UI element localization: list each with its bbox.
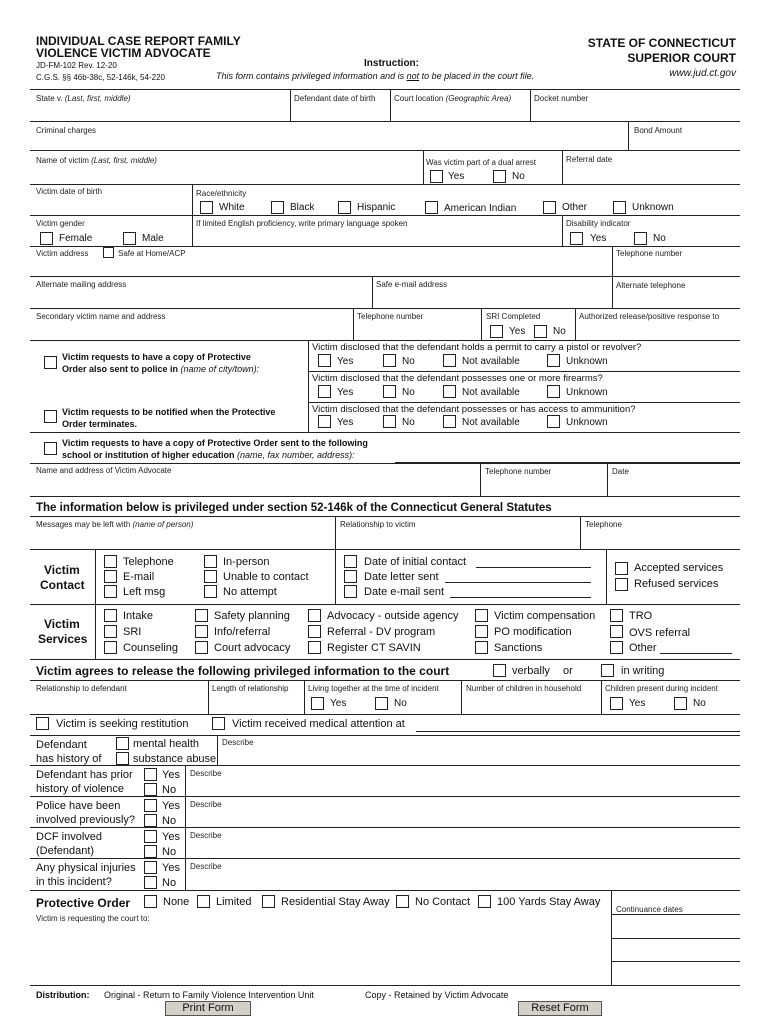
children-present-yes-checkbox[interactable]: [610, 697, 623, 710]
living-together-label: Living together at the time of incident: [308, 684, 439, 693]
dcf-yes-label: Yes: [162, 831, 180, 843]
race-unknown-label: Unknown: [632, 202, 674, 213]
permit-unknown-label: Unknown: [566, 356, 608, 367]
contact-unable-checkbox[interactable]: [204, 570, 217, 583]
children-present-no-label: No: [693, 698, 706, 709]
ammo-na-label: Not available: [462, 417, 520, 428]
svc-sri-label: SRI: [123, 626, 142, 638]
svc-sanctions-checkbox[interactable]: [475, 641, 488, 654]
victim-address-label: Victim address: [36, 249, 89, 258]
dcf-describe: Describe: [190, 831, 222, 840]
po-100-yards-checkbox[interactable]: [478, 895, 491, 908]
po-100-yards-label: 100 Yards Stay Away: [497, 896, 601, 908]
mental-health-label: mental health: [133, 738, 200, 750]
living-no-label: No: [394, 698, 407, 709]
victim-contact-label-1: Victim: [44, 563, 80, 577]
requesting-label: Victim is requesting the court to:: [36, 914, 150, 923]
prior-violence-no-checkbox[interactable]: [144, 783, 157, 796]
contact-no-attempt-checkbox[interactable]: [204, 585, 217, 598]
firearms-na-label: Not available: [462, 387, 520, 398]
criminal-charges-label: Criminal charges: [36, 126, 97, 135]
race-black-checkbox[interactable]: [271, 201, 284, 214]
contact-telephone-checkbox[interactable]: [104, 555, 117, 568]
initial-contact-label: Date of initial contact: [364, 556, 467, 568]
restitution-checkbox[interactable]: [36, 717, 49, 730]
dcf-label-1: DCF involved: [36, 831, 103, 843]
race-american-indian-checkbox[interactable]: [425, 201, 438, 214]
victim-telephone-label: Telephone number: [616, 249, 683, 258]
living-yes-label: Yes: [330, 698, 347, 709]
length-rel-label: Length of relationship: [212, 684, 289, 693]
prior-violence-label-2: history of violence: [36, 783, 125, 795]
victim-contact-label-2: Contact: [40, 578, 85, 592]
form-number: JD-FM-102 Rev. 12-20: [36, 61, 117, 70]
sri-yes-label: Yes: [509, 326, 526, 337]
defendant-dob-label: Defendant date of birth: [294, 94, 376, 103]
contact-in-person-checkbox[interactable]: [204, 555, 217, 568]
relationship-label: Relationship to victim: [340, 520, 416, 529]
safe-at-home-checkbox[interactable]: [103, 247, 114, 258]
release-writing-label: in writing: [621, 665, 665, 677]
docket-number-label: Docket number: [534, 94, 589, 103]
protective-order-label: Protective Order: [36, 896, 131, 910]
instruction-label: Instruction:: [364, 58, 419, 69]
disability-yes-checkbox[interactable]: [570, 232, 583, 245]
gender-male-checkbox[interactable]: [123, 232, 136, 245]
release-or-label: or: [563, 665, 573, 677]
contact-in-person-label: In-person: [223, 556, 270, 568]
refused-services-label: Refused services: [634, 578, 719, 590]
svc-tro-checkbox[interactable]: [610, 609, 623, 622]
prior-violence-yes-label: Yes: [162, 769, 180, 781]
police-no-label: No: [162, 815, 177, 827]
contact-no-attempt-label: No attempt: [223, 586, 277, 598]
instruction-text: This form contains privileged information and is not to be placed in the court file.: [216, 71, 535, 81]
police-yes-label: Yes: [162, 800, 180, 812]
dual-arrest-label: Was victim part of a dual arrest: [426, 158, 536, 167]
disability-no-label: No: [653, 233, 666, 244]
advocate-date-label: Date: [612, 467, 629, 476]
svc-intake-label: Intake: [123, 610, 153, 622]
gender-female-checkbox[interactable]: [40, 232, 53, 245]
release-verbally-checkbox[interactable]: [493, 664, 506, 677]
injuries-yes-checkbox[interactable]: [144, 861, 157, 874]
po-no-contact-checkbox[interactable]: [396, 895, 409, 908]
alternate-telephone-label: Alternate telephone: [616, 281, 686, 290]
contact-unable-label: Unable to contact: [223, 571, 309, 583]
prior-violence-label-1: Defendant has prior: [36, 769, 133, 781]
svc-intake-checkbox[interactable]: [104, 609, 117, 622]
svc-safety-planning-checkbox[interactable]: [195, 609, 208, 622]
police-no-checkbox[interactable]: [144, 814, 157, 827]
ammo-unknown-label: Unknown: [566, 417, 608, 428]
contact-email-checkbox[interactable]: [104, 570, 117, 583]
firearms-na-checkbox[interactable]: [443, 385, 456, 398]
po-residential-label: Residential Stay Away: [281, 896, 390, 908]
contact-email-label: E-mail: [123, 571, 155, 583]
website: www.jud.ct.gov: [669, 68, 736, 79]
svc-counseling-checkbox[interactable]: [104, 641, 117, 654]
po-none-checkbox[interactable]: [144, 895, 157, 908]
svc-advocacy-outside-checkbox[interactable]: [308, 609, 321, 622]
po-no-contact-label: No Contact: [415, 896, 471, 908]
firearms-unknown-label: Unknown: [566, 387, 608, 398]
firearms-no-label: No: [402, 387, 415, 398]
def-history-describe: Describe: [222, 738, 254, 747]
safe-at-home-label: Safe at Home/ACP: [118, 249, 186, 258]
victim-services-label-1: Victim: [44, 617, 80, 631]
race-white-label: White: [219, 202, 245, 213]
copy-police-line2: Order also sent to police in (name of city/town):: [62, 364, 260, 374]
notified-line2: Order terminates.: [62, 419, 138, 429]
ammo-yes-label: Yes: [337, 417, 354, 428]
po-none-label: None: [163, 896, 190, 908]
permit-unknown-checkbox[interactable]: [547, 354, 560, 367]
lep-label: If limited English proficiency, write primary language spoken: [196, 219, 408, 228]
race-american-indian-label: American Indian: [444, 203, 517, 214]
email-sent-checkbox[interactable]: [344, 585, 357, 598]
injuries-label-1: Any physical injuries: [36, 862, 136, 874]
num-children-label: Number of children in household: [466, 684, 582, 693]
release-heading: Victim agrees to release the following privileged information to the court: [36, 664, 450, 678]
injuries-yes-label: Yes: [162, 862, 180, 874]
messages-label: Messages may be left with (name of person): [36, 520, 194, 529]
ammo-na-checkbox[interactable]: [443, 415, 456, 428]
form-title-line1: INDIVIDUAL CASE REPORT FAMILY: [36, 34, 241, 48]
school-copy-checkbox[interactable]: [44, 442, 57, 455]
print-form-button[interactable]: Print Form: [165, 1001, 251, 1016]
distribution-copy: Copy - Retained by Victim Advocate: [365, 990, 509, 1000]
sri-no-checkbox[interactable]: [534, 325, 547, 338]
ammo-no-checkbox[interactable]: [383, 415, 396, 428]
referral-date-label: Referral date: [566, 155, 613, 164]
permit-yes-checkbox[interactable]: [318, 354, 331, 367]
firearms-unknown-checkbox[interactable]: [547, 385, 560, 398]
mental-health-checkbox[interactable]: [116, 737, 129, 750]
contact-left-msg-checkbox[interactable]: [104, 585, 117, 598]
police-yes-checkbox[interactable]: [144, 799, 157, 812]
statute: C.G.S. §§ 46b-38c, 52-146k, 54-220: [36, 73, 165, 82]
safe-email-label: Safe e-mail address: [376, 280, 448, 289]
children-present-no-checkbox[interactable]: [674, 697, 687, 710]
secondary-telephone-label: Telephone number: [357, 312, 424, 321]
permit-no-checkbox[interactable]: [383, 354, 396, 367]
police-involved-label-1: Police have been: [36, 800, 121, 812]
gender-male-label: Male: [142, 233, 164, 244]
svc-po-mod-checkbox[interactable]: [475, 625, 488, 638]
children-present-yes-label: Yes: [629, 698, 646, 709]
police-describe: Describe: [190, 800, 222, 809]
dual-arrest-yes-checkbox[interactable]: [430, 170, 443, 183]
ammo-unknown-checkbox[interactable]: [547, 415, 560, 428]
distribution-original: Original - Return to Family Violence Intervention Unit: [104, 990, 314, 1000]
svc-savin-checkbox[interactable]: [308, 641, 321, 654]
reset-form-button[interactable]: Reset Form: [518, 1001, 602, 1016]
firearms-no-checkbox[interactable]: [383, 385, 396, 398]
svc-court-advocacy-label: Court advocacy: [214, 642, 291, 654]
messages-telephone-label: Telephone: [585, 520, 622, 529]
svc-victim-comp-label: Victim compensation: [494, 610, 596, 622]
victim-name-label: Name of victim (Last, first, middle): [36, 156, 157, 165]
court-location-label: Court location (Geographic Area): [394, 94, 512, 103]
svc-po-mod-label: PO modification: [494, 626, 572, 638]
injuries-label-2: in this incident?: [36, 876, 112, 888]
children-present-label: Children present during incident: [605, 684, 718, 693]
race-other-label: Other: [562, 202, 588, 213]
dcf-yes-checkbox[interactable]: [144, 830, 157, 843]
po-residential-checkbox[interactable]: [262, 895, 275, 908]
ammo-yes-checkbox[interactable]: [318, 415, 331, 428]
dual-arrest-yes-label: Yes: [448, 171, 465, 182]
contact-telephone-label: Telephone: [123, 556, 174, 568]
permit-na-label: Not available: [462, 356, 520, 367]
email-sent-label: Date e-mail sent: [364, 586, 445, 598]
svc-victim-comp-checkbox[interactable]: [475, 609, 488, 622]
sri-completed-label: SRI Completed: [486, 312, 541, 321]
privileged-heading: The information below is privileged under section 52-146k of the Connecticut General Statutes: [36, 502, 552, 514]
authorized-release-label: Authorized release/positive response to: [579, 312, 720, 321]
injuries-describe: Describe: [190, 862, 222, 871]
svc-ovs-checkbox[interactable]: [610, 625, 623, 638]
ammo-no-label: No: [402, 417, 415, 428]
disclosed-firearms-label: Victim disclosed that the defendant possesses one or more firearms?: [312, 373, 603, 384]
injuries-no-checkbox[interactable]: [144, 876, 157, 889]
prior-violence-yes-checkbox[interactable]: [144, 768, 157, 781]
medical-checkbox[interactable]: [212, 717, 225, 730]
state-name: STATE OF CONNECTICUT: [587, 36, 736, 50]
dcf-no-label: No: [162, 846, 177, 858]
def-history-label-2: has history of: [36, 753, 102, 765]
continuance-label: Continuance dates: [616, 905, 683, 914]
svc-counseling-label: Counseling: [123, 642, 179, 654]
release-writing-checkbox[interactable]: [601, 664, 614, 677]
copy-police-checkbox[interactable]: [44, 356, 57, 369]
dcf-no-checkbox[interactable]: [144, 845, 157, 858]
sri-yes-checkbox[interactable]: [490, 325, 503, 338]
svc-info-referral-label: Info/referral: [214, 626, 271, 638]
sri-no-label: No: [553, 326, 566, 337]
svc-ovs-label: OVS referral: [629, 627, 691, 639]
race-white-checkbox[interactable]: [200, 201, 213, 214]
restitution-label: Victim is seeking restitution: [56, 718, 189, 730]
prior-violence-describe: Describe: [190, 769, 222, 778]
race-hispanic-label: Hispanic: [357, 202, 396, 213]
release-verbally-label: verbally: [512, 665, 550, 677]
race-label: Race/ethnicity: [196, 189, 247, 198]
svc-referral-dv-label: Referral - DV program: [327, 626, 436, 638]
form-title-line2: VIOLENCE VICTIM ADVOCATE: [36, 46, 211, 60]
substance-abuse-label: substance abuse: [133, 753, 217, 765]
disability-no-checkbox[interactable]: [634, 232, 647, 245]
substance-abuse-checkbox[interactable]: [116, 752, 129, 765]
injuries-no-label: No: [162, 877, 177, 889]
alternate-mailing-label: Alternate mailing address: [36, 280, 127, 289]
rel-defendant-label: Relationship to defendant: [36, 684, 127, 693]
svc-tro-label: TRO: [629, 610, 653, 622]
letter-sent-checkbox[interactable]: [344, 570, 357, 583]
svc-info-referral-checkbox[interactable]: [195, 625, 208, 638]
po-limited-label: Limited: [216, 896, 252, 908]
permit-no-label: No: [402, 356, 415, 367]
bond-amount-label: Bond Amount: [634, 126, 683, 135]
initial-contact-checkbox[interactable]: [344, 555, 357, 568]
school-copy-line2: school or institution of higher education (name, fax number, address):: [62, 450, 355, 460]
disability-label: Disability indicator: [566, 219, 631, 228]
disclosed-ammo-label: Victim disclosed that the defendant possesses or has access to ammunition?: [312, 404, 636, 415]
race-unknown-checkbox[interactable]: [613, 201, 626, 214]
disclosed-permit-label: Victim disclosed that the defendant holds a permit to carry a pistol or revolver?: [312, 342, 642, 353]
race-other-checkbox[interactable]: [543, 201, 556, 214]
police-involved-label-2: involved previously?: [36, 814, 136, 826]
disability-yes-label: Yes: [590, 233, 607, 244]
accepted-services-label: Accepted services: [634, 562, 724, 574]
race-hispanic-checkbox[interactable]: [338, 201, 351, 214]
living-yes-checkbox[interactable]: [311, 697, 324, 710]
svc-other-label: Other: [629, 642, 657, 654]
living-no-checkbox[interactable]: [375, 697, 388, 710]
firearms-yes-label: Yes: [337, 387, 354, 398]
copy-police-line1: Victim requests to have a copy of Protective: [62, 352, 251, 362]
svc-savin-label: Register CT SAVIN: [327, 642, 421, 654]
race-black-label: Black: [290, 202, 315, 213]
def-history-label-1: Defendant: [36, 739, 87, 751]
svc-other-checkbox[interactable]: [610, 641, 623, 654]
letter-sent-label: Date letter sent: [364, 571, 439, 583]
permit-yes-label: Yes: [337, 356, 354, 367]
svc-court-advocacy-checkbox[interactable]: [195, 641, 208, 654]
dual-arrest-no-checkbox[interactable]: [493, 170, 506, 183]
school-copy-line1: Victim requests to have a copy of Protective Order sent to the following: [62, 438, 368, 448]
contact-left-msg-label: Left msg: [123, 586, 166, 598]
gender-female-label: Female: [59, 233, 93, 244]
victim-services-label-2: Services: [38, 632, 88, 646]
notified-checkbox[interactable]: [44, 410, 57, 423]
advocate-phone-label: Telephone number: [485, 467, 552, 476]
court-name: SUPERIOR COURT: [627, 51, 736, 65]
firearms-yes-checkbox[interactable]: [318, 385, 331, 398]
dual-arrest-no-label: No: [512, 171, 525, 182]
victim-gender-label: Victim gender: [36, 219, 85, 228]
refused-services-checkbox[interactable]: [615, 578, 628, 591]
dcf-label-2: (Defendant): [36, 845, 95, 857]
permit-na-checkbox[interactable]: [443, 354, 456, 367]
advocate-name-label: Name and address of Victim Advocate: [36, 466, 172, 475]
accepted-services-checkbox[interactable]: [615, 562, 628, 575]
state-v-label: State v. (Last, first, middle): [36, 94, 131, 103]
svc-sanctions-label: Sanctions: [494, 642, 543, 654]
medical-label: Victim received medical attention at: [232, 718, 405, 730]
secondary-victim-label: Secondary victim name and address: [36, 312, 166, 321]
svc-referral-dv-checkbox[interactable]: [308, 625, 321, 638]
prior-violence-no-label: No: [162, 784, 177, 796]
svc-safety-planning-label: Safety planning: [214, 610, 290, 622]
po-limited-checkbox[interactable]: [197, 895, 210, 908]
svc-sri-checkbox[interactable]: [104, 625, 117, 638]
svc-advocacy-outside-label: Advocacy - outside agency: [327, 610, 459, 622]
distribution: Distribution:: [36, 990, 90, 1000]
notified-line1: Victim requests to be notified when the Protective: [62, 407, 276, 417]
victim-dob-label: Victim date of birth: [36, 187, 103, 196]
